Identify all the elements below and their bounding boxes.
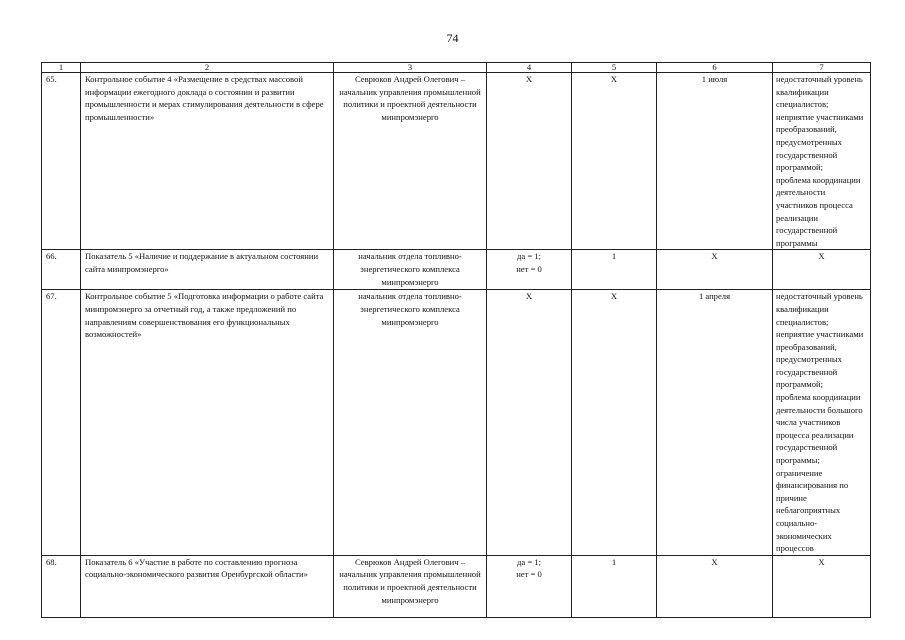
column-number: 3	[334, 63, 487, 73]
column-number: 4	[487, 63, 572, 73]
risks-cell: недостаточный уровень квалификации специалистов; неприятие участниками преобразований, предусмотренных государственной программой; проблема координации деятельности большого числа участников процесса реализации государственной программы; ограничение финансирования по причине неблагоприятных социально-экономических процессов	[773, 290, 871, 555]
event-name: Контрольное событие 5 «Подготовка информации о работе сайта минпромэнерго за отчетный год, а также предложений по направлениям совершенствования его функциональных возможностей»	[81, 290, 334, 555]
row-number: 67.	[42, 290, 81, 555]
deadline: 1 апреля	[657, 290, 773, 555]
responsible-person: Севрюков Андрей Олегович – начальник управления промышленной политики и проектной деятельности минпромэнерго	[334, 555, 487, 617]
table-row	[42, 290, 871, 555]
responsible-person: начальник отдела топливно-энергетического комплекса минпромэнерго	[334, 290, 487, 555]
row-number: 65.	[42, 73, 81, 250]
indicator-value: да = 1; нет = 0	[487, 250, 572, 290]
table-row	[42, 250, 871, 290]
deadline: Х	[657, 555, 773, 617]
row-number: 66.	[42, 250, 81, 290]
indicator-value: да = 1; нет = 0	[487, 555, 572, 617]
responsible-person: начальник отдела топливно-энергетического комплекса минпромэнерго	[334, 250, 487, 290]
target-value: Х	[572, 290, 657, 555]
column-number: 5	[572, 63, 657, 73]
indicator-value: Х	[487, 290, 572, 555]
responsible-person: Севрюков Андрей Олегович – начальник управления промышленной политики и проектной деятельности минпромэнерго	[334, 73, 487, 250]
table-header-row	[42, 63, 871, 73]
target-value: Х	[572, 73, 657, 250]
table-row	[42, 73, 871, 250]
column-number: 1	[42, 63, 81, 73]
risks-cell: Х	[773, 555, 871, 617]
page-number: 74	[446, 31, 459, 45]
target-value: 1	[572, 250, 657, 290]
deadline: Х	[657, 250, 773, 290]
column-number: 2	[81, 63, 334, 73]
column-number: 7	[773, 63, 871, 73]
event-name: Показатель 5 «Наличие и поддержание в актуальном состоянии сайта минпромэнерго»	[81, 250, 334, 290]
table-row	[42, 555, 871, 617]
indicator-value: Х	[487, 73, 572, 250]
risks-cell: недостаточный уровень квалификации специалистов; неприятие участниками преобразований, предусмотренных государственной программой; проблема координации деятельности участников процесса реализации государственной программы	[773, 73, 871, 250]
column-number: 6	[657, 63, 773, 73]
target-value: 1	[572, 555, 657, 617]
deadline: 1 июля	[657, 73, 773, 250]
event-name: Показатель 6 «Участие в работе по составлению прогноза социально-экономического развития Оренбургской области»	[81, 555, 334, 617]
row-number: 68.	[42, 555, 81, 617]
risks-cell: Х	[773, 250, 871, 290]
event-name: Контрольное событие 4 «Размещение в средствах массовой информации ежегодного доклада о состоянии и развитии промышленности и мерах стимулирования деятельности в сфере промышленности»	[81, 73, 334, 250]
document-table	[41, 62, 871, 618]
